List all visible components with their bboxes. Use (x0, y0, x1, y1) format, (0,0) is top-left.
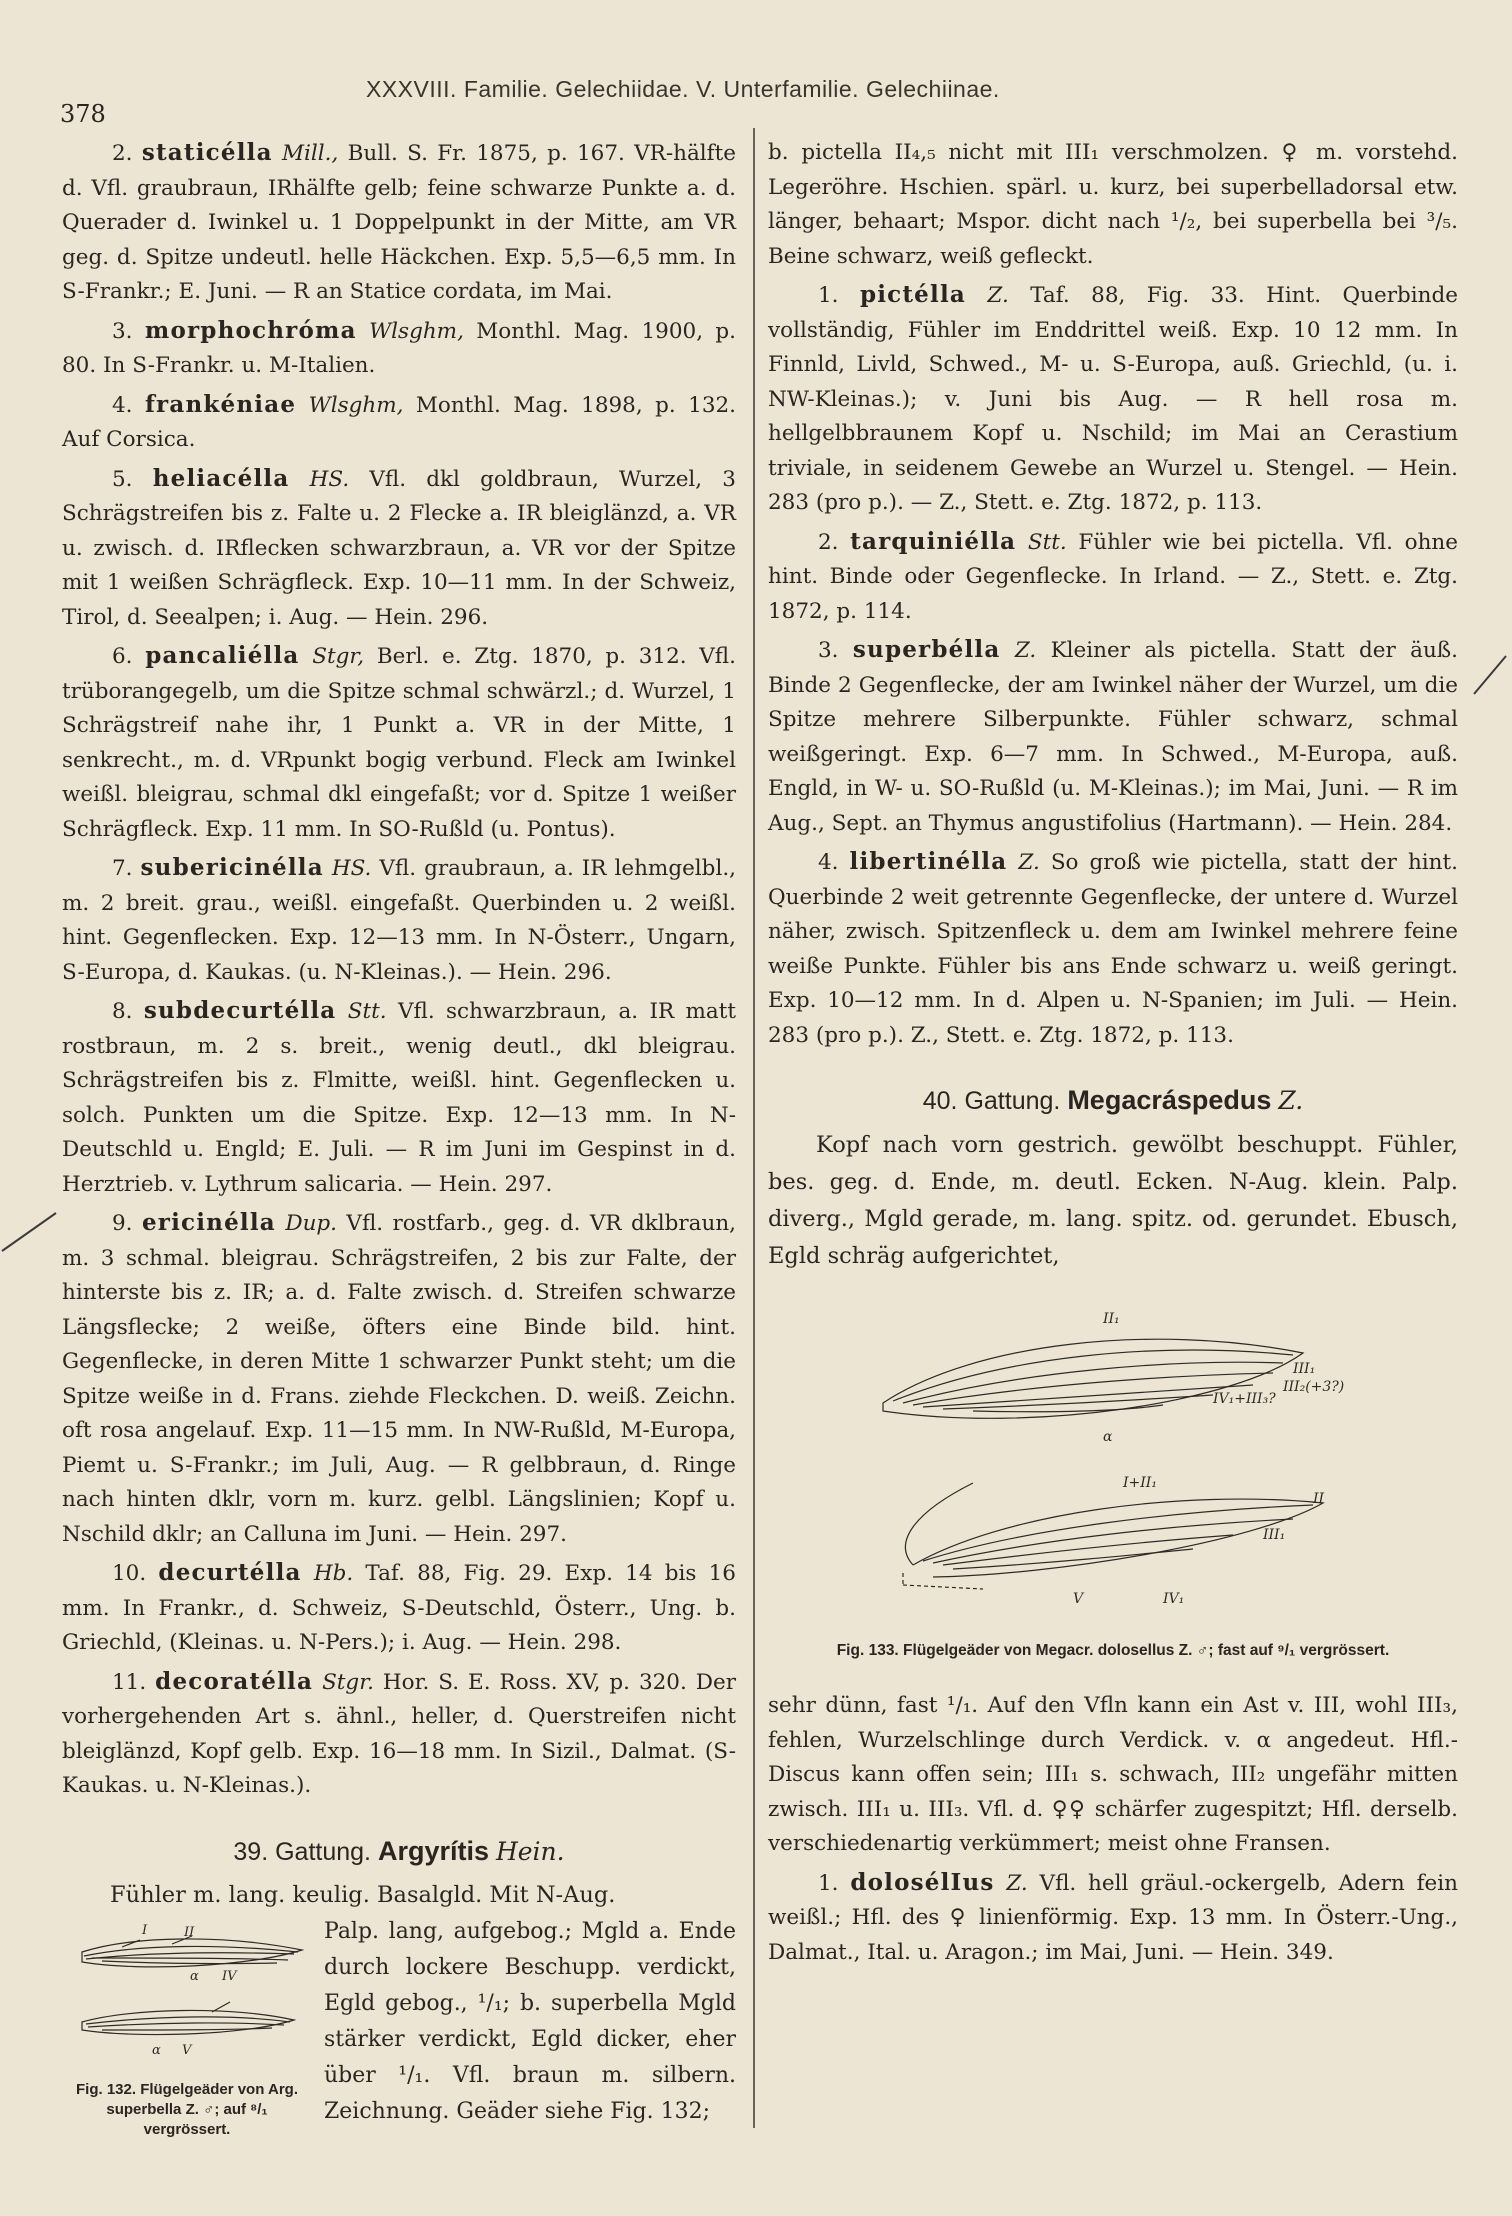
entry-text: Vfl. hell gräul.-ockergelb, Adern fein weißl.; Hfl. des ♀ linienförmig. Exp. 13 mm. In Österr.-Ung., Dalmat., Ital. u. Aragon.; im Mai, Juni. — Hein. 349. (768, 1870, 1458, 1965)
species-name: ericinélla (141, 1209, 276, 1236)
species-author: HS. (331, 856, 372, 881)
species-name: morphochróma (144, 316, 357, 344)
left-entries (62, 136, 736, 1804)
right-column (768, 136, 1458, 1974)
species-author: HS. (309, 466, 350, 492)
entry-number: 9. (112, 1211, 133, 1236)
species-name: pictélla (859, 281, 966, 308)
entry-text: Monthl. Mag. 1898, p. 132. Auf Corsica. (62, 392, 737, 452)
species-author: Stt. (347, 999, 387, 1024)
species-name: dolosélIus (850, 1868, 995, 1896)
entry-text: Monthl. Mag. 1900, p. 80. In S-Frankr. u. M-Italien. (62, 318, 736, 378)
entry-text: Taf. 88, Fig. 33. Hint. Querbinde vollständig, Fühler im Enddrittel weiß. Exp. 10 12 mm. In Finnld, Livld, Schwed., M- u. S-Europa, auß. Griechld, (u. i. NW-Kleinas.); v. Juni bis Aug. — R hell rosa m. hellgelbbraunem Kopf u. Nschild; im Mai an Cerastium triviale, in seidenem Gewebe an Wurzel u. Stengel. — Hein. 283 (pro p.). — Z., Stett. e. Ztg. 1872, p. 113. (768, 283, 1458, 515)
species-entry (62, 314, 736, 384)
figure-132 (62, 1914, 312, 2140)
fig132-label-alpha: α (190, 1969, 199, 1984)
species-name: decoratélla (155, 1667, 314, 1695)
genus-heading-39 (62, 1834, 736, 1870)
fig133-label-III1: III₁ (1293, 1360, 1316, 1377)
continuation-text: b. pictella II₄,₅ nicht mit III₁ verschmolzen. ♀ m. vorstehd. Legeröhre. Hschien. spärl. u. kurz, bei superbelladorsal etw. länger, behaart; Mspor. dicht nach ¹/₂, bei superbella bei ³/₅. Beine schwarz, weiß gefleckt. (768, 140, 1458, 269)
species-name: staticélla (141, 139, 273, 166)
genus-prefix: 39. Gattung. (233, 1837, 371, 1866)
fig133-label-alpha: α (1103, 1428, 1113, 1445)
entry-number: 3. (112, 318, 133, 344)
species-entry (62, 462, 736, 636)
genus-40-body: Kopf nach vorn gestrich. gewölbt beschuppt. Fühler, bes. geg. d. Ende, m. deutl. Ecken. N-Aug. klein. Palp. diverg., Mgld gerade, m. lang. spitz. od. gerundet. Ebusch, Egld schräg aufgerichtet, (768, 1131, 1458, 1269)
fig132-label-alpha-2: α (152, 2043, 161, 2058)
species-entry (62, 388, 736, 458)
entry-text: Kleiner als pictella. Statt der äuß. Binde 2 Gegenflecke, der am Iwinkel näher der Wurzel, um die Spitze mehrere Silberpunkte. Fühler schwarz, schmal weißgeringt. Exp. 6—7 mm. In Schwed., M-Europa, auß. Engld, in W- u. SO-Rußld (u. M-Kleinas.); im Mai, Juni. — R im Aug., Sept. an Thymus angustifolius (Hartmann). — Hein. 284. (768, 638, 1458, 836)
species-entry (768, 278, 1458, 521)
species-name: heliacélla (152, 464, 290, 492)
species-name: pancaliélla (145, 642, 300, 669)
species-name: libertinélla (849, 848, 1008, 875)
fig133-label-II: II (1313, 1490, 1325, 1507)
entry-text: Vfl. graubraun, a. IR lehmgelbl., m. 2 breit. grau., weißl. eingefaßt. Querbinden u. 2 weißl. hint. Gegenflecken. Exp. 12—13 mm. In N-Österr., Ungarn, S-Europa, d. Kaukas. (u. N-Kleinas.). — Hein. 296. (62, 856, 736, 985)
species-entry (62, 851, 736, 990)
entry-text: Hor. S. E. Ross. XV, p. 320. Der vorhergehenden Art s. ähnl., heller, d. Querstreifen nicht bleiglänzd, Kopf gelb. Exp. 16—18 mm. In Sizil., Dalmat. (S-Kaukas. u. N-Kleinas.). (62, 1669, 737, 1798)
species-author: Dup. (285, 1211, 338, 1236)
species-author: Z. (1014, 638, 1037, 663)
species-author: Wlsghm, (369, 318, 464, 344)
genus-39-text: Palp. lang, aufgebog.; Mgld a. Ende durch lockere Beschupp. verdickt, Egld gebog., ¹/₁; b. superbella Mgld stärker verdickt, Egld dicker, eher über ¹/₁. Vfl. braun m. silbern. Zeichnung. Geäder siehe Fig. 132; (324, 1919, 736, 2124)
species-author: Z. (1018, 850, 1040, 875)
species-author: Stgr, (312, 644, 365, 669)
entry-text: Bull. S. Fr. 1875, p. 167. VR-hälfte d. Vfl. graubraun, IRhälfte gelb; feine schwarze Punkte a. d. Querader d. Iwinkel u. 1 Doppelpunkt in der Mitte, am VR geg. d. Spitze undeutl. helle Häckchen. Exp. 5,5—6,5 mm. In S-Frankr.; E. Juni. — R an Statice cordata, im Mai. (62, 141, 736, 304)
species-name: tarquiniélla (850, 527, 1017, 555)
running-head: XXXVIII. Familie. Gelechiidae. V. Unterfamilie. Gelechiinae. (366, 76, 1000, 102)
species-author: Hb. (313, 1561, 354, 1586)
pencil-mark-right (1470, 650, 1510, 700)
species-name: subericinélla (140, 854, 324, 881)
entry-number: 10. (112, 1561, 147, 1586)
entry-number: 2. (818, 529, 839, 555)
entry-text: Vfl. dkl goldbraun, Wurzel, 3 Schrägstreifen bis z. Falte u. 2 Flecke a. IR bleiglänzd, a. VR u. zwisch. d. IRflecken schwarzbraun, a. VR vor der Spitze mit 1 weißen Schrägfleck. Exp. 10—11 mm. In der Schweiz, Tirol, d. Seealpen; i. Aug. — Hein. 296. (62, 466, 736, 630)
species-author: Stgr. (322, 1669, 374, 1695)
fig133-label-III1-b: III₁ (1263, 1526, 1286, 1543)
fig133-label-I-II1: I+II₁ (1123, 1474, 1157, 1491)
species-entry (768, 845, 1458, 1053)
entry-number: 11. (112, 1669, 147, 1695)
fig132-label-IV: IV (222, 1969, 237, 1984)
wing-venation-figure-132 (62, 1914, 312, 2074)
species-name: subdecurtélla (143, 997, 337, 1024)
column-divider (753, 128, 755, 2128)
figure-132-caption: Fig. 132. Flügelgeäder von Arg. superbella Z. ♂; auf ⁸/₁ vergrössert. (76, 2081, 298, 2138)
entry-number: 6. (112, 644, 133, 669)
species-name: decurtélla (158, 1559, 302, 1586)
species-entry (768, 633, 1458, 841)
entry-number: 8. (112, 999, 133, 1024)
entry-text: Fühler wie bei pictella. Vfl. ohne hint. Binde oder Gegenflecke. In Irland. — Z., Stett. e. Ztg. 1872, p. 114. (768, 529, 1458, 624)
entry-text: So groß wie pictella, statt der hint. Querbinde 2 weit getrennte Gegenflecke, der untere d. Wurzel näher, zwisch. Spitzenfleck u. dem am Iwinkel mehrere feine weiße Punkte. Fühler bis ans Ende schwarz u. weiß geringt. Exp. 10—12 mm. In d. Alpen u. N-Spanien; im Juli. — Hein. 283 (pro p.). Z., Stett. e. Ztg. 1872, p. 113. (768, 850, 1458, 1048)
entry-text: Vfl. schwarzbraun, a. IR matt rostbraun, m. 2 s. breit., wenig deutl., dkl bleigrau. Schrägstreifen bis z. Flmitte, weißl. hint. Gegenflecken u. solch. Punkten um die Spitze. Exp. 12—13 mm. In N-Deutschld u. Engld; E. Juli. — R im Juni im Gespinst in d. Herztrieb. v. Lythrum salicaria. — Hein. 297. (62, 999, 736, 1197)
wing-venation-figure-133 (853, 1293, 1373, 1623)
genus-heading-40 (768, 1083, 1458, 1119)
entry-number: 4. (818, 850, 839, 875)
species-entry (62, 994, 736, 1202)
genus-author: Z. (1278, 1086, 1304, 1115)
entry-number: 4. (112, 392, 133, 418)
species-entry (62, 1556, 736, 1661)
entry-number: 1. (818, 1870, 839, 1896)
page-number: 378 (60, 100, 106, 128)
fig132-label-I: I (142, 1923, 148, 1938)
species-author: Z. (987, 283, 1009, 308)
fig133-label-V: V (1073, 1590, 1084, 1607)
genus-prefix: 40. Gattung. (922, 1087, 1061, 1115)
entry-text: Berl. e. Ztg. 1870, p. 312. Vfl. trüborangegelb, um die Spitze schmal schwärzl.; d. Wurzel, 1 Schrägstreif nahe ihr, 1 Punkt a. VR in der Mitte, 1 senkrecht., m. d. VRpunkt bogig verbund. Fleck am Iwinkel weißl. bleigrau, schmal dkl eingefaßt; vor d. Spitze 1 weißer Schrägfleck. Exp. 11 mm. In SO-Rußld (u. Pontus). (62, 644, 736, 842)
entry-number: 2. (112, 141, 133, 166)
species-author: Wlsghm, (308, 392, 404, 418)
genus-author: Hein. (495, 1836, 565, 1866)
species-entry (768, 525, 1458, 630)
species-author: Z. (1006, 1870, 1028, 1896)
species-entry (62, 136, 736, 310)
fig133-label-IV1-b: IV₁ (1163, 1590, 1185, 1607)
figure-133-caption: Fig. 133. Flügelgeäder von Megacr. dolosellus Z. ♂; fast auf ⁹/₁ vergrössert. (836, 1642, 1390, 1659)
entry-number: 7. (112, 856, 133, 881)
left-column (62, 136, 736, 2140)
species-entry (62, 1665, 736, 1804)
species-author: Stt. (1027, 529, 1067, 555)
fig133-label-II1: II₁ (1103, 1310, 1120, 1327)
species-entry-dolosellus (768, 1866, 1458, 1971)
entry-text: Vfl. rostfarb., geg. d. VR dklbraun, m. 3 schmal. bleigrau. Schrägstreifen, 2 bis zur Falte, der hinterste bis z. IR; a. d. Falte zwisch. d. Streifen schwarze Längsflecke; 2 weiße, öfters eine Binde bild. hint. Gegenflecke, in deren Mitte 1 schwarzer Punkt steht; um die Spitze weiße in d. Frans. ziehde Fleckchen. D. weiß. Zeichn. oft rosa angelauf. Exp. 11—15 mm. In NW-Rußld, M-Europa, Piemt u. S-Frankr.; im Juli, Aug. — R gelbbraun, d. Ringe nach hinten dklr, vorn m. kurz. gelbl. Längslinien; Kopf u. Nschild dklr; an Calluna im Juni. — Hein. 297. (62, 1211, 736, 1547)
genus-name: Argyrítis (377, 1835, 489, 1866)
entry-text: Taf. 88, Fig. 29. Exp. 14 bis 16 mm. In Frankr., d. Schweiz, S-Deutschld, Österr., Ung. b. Griechld, (Kleinas. u. N-Pers.); i. Aug. — Hein. 298. (62, 1561, 736, 1655)
genus-name: Megacráspedus (1067, 1085, 1272, 1115)
entry-number: 5. (112, 466, 133, 492)
entry-number: 3. (818, 638, 839, 663)
fig132-label-V: V (182, 2043, 192, 2058)
genus-39-intro: Fühler m. lang. keulig. Basalgld. Mit N-Aug. (110, 1882, 616, 1908)
species-entry (62, 1206, 736, 1552)
species-entry (62, 639, 736, 847)
figure-133 (768, 1293, 1458, 1635)
fig133-label-IV1: IV₁+III₃? (1213, 1390, 1276, 1407)
entry-number: 1. (818, 283, 839, 308)
fig133-label-III2: III₂(+3?) (1283, 1378, 1345, 1395)
right-entries (768, 278, 1458, 1053)
fig132-label-II: II (184, 1925, 195, 1940)
pencil-mark-left (0, 1195, 60, 1255)
genus-40-after-figure: sehr dünn, fast ¹/₁. Auf den Vfln kann ein Ast v. III, wohl III₃, fehlen, Wurzelschlinge durch Verdick. v. α angedeut. Hfl.-Discus kann offen sein; III₁ s. schwach, III₂ ungefähr mitten zwisch. III₁ u. III₃. Vfl. d. ♀♀ schärfer zugespitzt; Hfl. derselb. verschiedenartig verkümmert; meist ohne Fransen. (768, 1693, 1458, 1856)
figure-132-block (62, 1914, 736, 2140)
species-author: Mill., (282, 141, 339, 166)
species-name: frankéniae (144, 390, 297, 418)
species-name: superbélla (852, 636, 1001, 663)
